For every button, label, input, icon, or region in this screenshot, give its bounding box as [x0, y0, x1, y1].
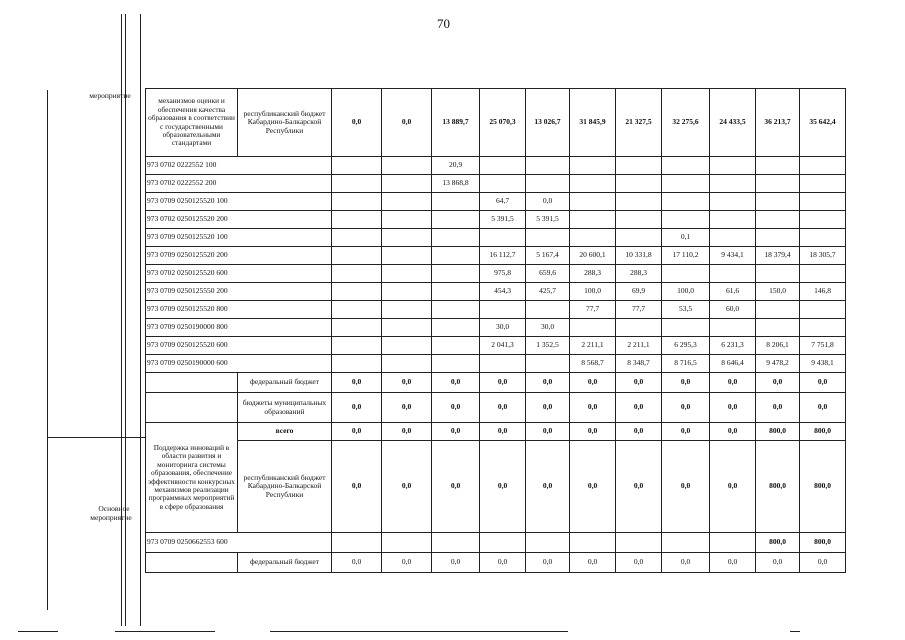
- value-cell: [800, 211, 846, 229]
- table-row: [146, 211, 846, 229]
- value-cell: [432, 283, 480, 301]
- value-cell: [332, 301, 382, 319]
- footer-line-4: [790, 631, 800, 632]
- table-row: [146, 319, 846, 337]
- value-cell: [662, 193, 710, 211]
- value-cell: [570, 175, 616, 193]
- table-row: [146, 553, 846, 573]
- value-cell: [570, 157, 616, 175]
- table-row: [146, 423, 846, 441]
- value-cell: 288,3: [570, 265, 616, 283]
- value-cell: 800,0: [800, 423, 846, 441]
- value-cell: 30,0: [480, 319, 526, 337]
- value-cell: 0,0: [616, 553, 662, 573]
- value-cell: [710, 533, 756, 553]
- value-cell: 0,0: [432, 393, 480, 423]
- value-cell: [616, 157, 662, 175]
- value-cell: 800,0: [800, 441, 846, 533]
- empty-cell: [146, 553, 238, 573]
- value-cell: 0,0: [800, 393, 846, 423]
- value-cell: 0,0: [756, 393, 800, 423]
- value-cell: 2 211,1: [570, 337, 616, 355]
- value-cell: [382, 211, 432, 229]
- value-cell: [570, 319, 616, 337]
- value-cell: 0,0: [570, 553, 616, 573]
- value-cell: 0,0: [332, 423, 382, 441]
- measure-name-cell: механизмов оценки и обеспечения качества образования в соответствии с государственными образовательными стандартами: [146, 89, 238, 157]
- value-cell: 31 845,9: [570, 89, 616, 157]
- value-cell: 0,0: [432, 553, 480, 573]
- budget-code-cell: 973 0709 0250125520 600: [146, 337, 332, 355]
- value-cell: [382, 157, 432, 175]
- value-cell: 0,0: [382, 393, 432, 423]
- value-cell: [570, 211, 616, 229]
- value-cell: 454,3: [480, 283, 526, 301]
- funding-source-cell: бюджеты муниципальных образований: [238, 393, 332, 423]
- measure-name-cell: Поддержка инноваций в области развития и мониторинга системы образования, обеспечение эффективности конкурсных механизмов реализации программных мероприятий в сфере образования: [146, 423, 238, 533]
- value-cell: 8 206,1: [756, 337, 800, 355]
- value-cell: 60,0: [710, 301, 756, 319]
- value-cell: [616, 319, 662, 337]
- value-cell: [756, 193, 800, 211]
- value-cell: 0,0: [480, 423, 526, 441]
- value-cell: 18 379,4: [756, 247, 800, 265]
- value-cell: 0,0: [382, 441, 432, 533]
- value-cell: 0,0: [616, 393, 662, 423]
- left-column-divider-a: [121, 14, 122, 626]
- value-cell: 425,7: [526, 283, 570, 301]
- value-cell: 0,0: [432, 423, 480, 441]
- value-cell: [710, 319, 756, 337]
- value-cell: 0,0: [526, 193, 570, 211]
- value-cell: 0,0: [480, 441, 526, 533]
- value-cell: [570, 533, 616, 553]
- value-cell: [800, 301, 846, 319]
- value-cell: 0,0: [662, 373, 710, 393]
- budget-code-cell: 973 0709 0250125550 200: [146, 283, 332, 301]
- value-cell: [480, 175, 526, 193]
- value-cell: [432, 265, 480, 283]
- value-cell: [710, 229, 756, 247]
- value-cell: [526, 355, 570, 373]
- value-cell: [332, 283, 382, 301]
- value-cell: 975,8: [480, 265, 526, 283]
- value-cell: 2 211,1: [616, 337, 662, 355]
- value-cell: [382, 337, 432, 355]
- value-cell: [382, 247, 432, 265]
- value-cell: [382, 319, 432, 337]
- value-cell: [480, 157, 526, 175]
- value-cell: [432, 211, 480, 229]
- value-cell: [432, 301, 480, 319]
- value-cell: [432, 247, 480, 265]
- value-cell: [662, 175, 710, 193]
- budget-code-cell: 973 0702 0222552 200: [146, 175, 332, 193]
- empty-cell: [146, 373, 238, 393]
- value-cell: [710, 265, 756, 283]
- table-row: [146, 337, 846, 355]
- value-cell: [332, 211, 382, 229]
- value-cell: 0,0: [710, 393, 756, 423]
- section-divider-line: [47, 437, 145, 438]
- value-cell: [662, 533, 710, 553]
- footer-line-1: [18, 631, 58, 632]
- value-cell: [332, 533, 382, 553]
- value-cell: [662, 157, 710, 175]
- funding-source-cell: республиканский бюджет Кабардино-Балкарской Республики: [238, 89, 332, 157]
- value-cell: [710, 211, 756, 229]
- value-cell: [800, 157, 846, 175]
- budget-code-cell: 973 0709 0250125520 800: [146, 301, 332, 319]
- value-cell: [570, 193, 616, 211]
- value-cell: 0,0: [756, 553, 800, 573]
- value-cell: 0,0: [332, 89, 382, 157]
- table-row: [146, 229, 846, 247]
- value-cell: [662, 265, 710, 283]
- value-cell: 0,0: [480, 553, 526, 573]
- value-cell: [480, 533, 526, 553]
- value-cell: [526, 229, 570, 247]
- budget-code-cell: 973 0709 0250125520 200: [146, 247, 332, 265]
- value-cell: 8 568,7: [570, 355, 616, 373]
- value-cell: [432, 229, 480, 247]
- value-cell: 7 751,8: [800, 337, 846, 355]
- value-cell: 9 478,2: [756, 355, 800, 373]
- value-cell: 0,0: [710, 441, 756, 533]
- funding-source-cell: республиканский бюджет Кабардино-Балкарской Республики: [238, 441, 332, 533]
- budget-code-cell: 973 0702 0250125520 200: [146, 211, 332, 229]
- value-cell: [756, 157, 800, 175]
- table-row: [146, 441, 846, 533]
- value-cell: [332, 355, 382, 373]
- value-cell: [756, 229, 800, 247]
- value-cell: 0,0: [382, 553, 432, 573]
- budget-code-cell: 973 0709 0250125520 100: [146, 193, 332, 211]
- value-cell: 288,3: [616, 265, 662, 283]
- value-cell: [616, 533, 662, 553]
- value-cell: 5 391,5: [480, 211, 526, 229]
- budget-code-cell: 973 0702 0222552 100: [146, 157, 332, 175]
- budget-code-cell: 973 0702 0250125520 600: [146, 265, 332, 283]
- budget-code-cell: 973 0709 0250190000 600: [146, 355, 332, 373]
- value-cell: [526, 175, 570, 193]
- value-cell: [526, 157, 570, 175]
- value-cell: 0,0: [616, 441, 662, 533]
- value-cell: 0,0: [662, 423, 710, 441]
- value-cell: 0,0: [662, 393, 710, 423]
- value-cell: 9 434,1: [710, 247, 756, 265]
- table-row: [146, 89, 846, 157]
- value-cell: 32 275,6: [662, 89, 710, 157]
- value-cell: [480, 301, 526, 319]
- value-cell: 0,0: [570, 393, 616, 423]
- value-cell: 36 213,7: [756, 89, 800, 157]
- value-cell: 20 600,1: [570, 247, 616, 265]
- value-cell: 0,0: [570, 423, 616, 441]
- table-row: [146, 175, 846, 193]
- funding-source-cell: федеральный бюджет: [238, 373, 332, 393]
- value-cell: 0,0: [710, 373, 756, 393]
- table-row: [146, 373, 846, 393]
- value-cell: [800, 265, 846, 283]
- value-cell: [332, 193, 382, 211]
- value-cell: [432, 337, 480, 355]
- value-cell: [710, 175, 756, 193]
- value-cell: 0,0: [756, 373, 800, 393]
- value-cell: [756, 319, 800, 337]
- value-cell: [332, 175, 382, 193]
- left-label-top: мероприятие: [89, 91, 131, 100]
- value-cell: 659,6: [526, 265, 570, 283]
- value-cell: 0,0: [662, 553, 710, 573]
- value-cell: [432, 319, 480, 337]
- value-cell: 0,0: [616, 423, 662, 441]
- value-cell: 53,5: [662, 301, 710, 319]
- value-cell: 150,0: [756, 283, 800, 301]
- value-cell: 2 041,3: [480, 337, 526, 355]
- value-cell: 0,0: [382, 423, 432, 441]
- value-cell: 0,0: [800, 553, 846, 573]
- left-column-divider-c: [140, 14, 141, 626]
- value-cell: [332, 265, 382, 283]
- value-cell: 13 026,7: [526, 89, 570, 157]
- total-label-cell: всего: [238, 423, 332, 441]
- value-cell: 20,9: [432, 157, 480, 175]
- table-row: [146, 393, 846, 423]
- value-cell: 0,0: [432, 441, 480, 533]
- value-cell: [382, 283, 432, 301]
- budget-code-cell: 973 0709 0250662553 600: [146, 533, 332, 553]
- value-cell: [800, 193, 846, 211]
- left-border-line: [47, 90, 48, 610]
- value-cell: 69,9: [616, 283, 662, 301]
- value-cell: [800, 175, 846, 193]
- value-cell: [382, 355, 432, 373]
- value-cell: 0,0: [662, 441, 710, 533]
- value-cell: 800,0: [756, 533, 800, 553]
- value-cell: 18 305,7: [800, 247, 846, 265]
- value-cell: 0,0: [526, 393, 570, 423]
- value-cell: 100,0: [662, 283, 710, 301]
- value-cell: [332, 337, 382, 355]
- table-row: [146, 157, 846, 175]
- value-cell: 0,0: [332, 393, 382, 423]
- value-cell: 0,0: [570, 441, 616, 533]
- value-cell: 77,7: [616, 301, 662, 319]
- value-cell: [756, 175, 800, 193]
- value-cell: 8 348,7: [616, 355, 662, 373]
- value-cell: 8 716,5: [662, 355, 710, 373]
- value-cell: [382, 193, 432, 211]
- value-cell: 0,0: [526, 423, 570, 441]
- value-cell: [800, 319, 846, 337]
- value-cell: 1 352,5: [526, 337, 570, 355]
- table-row: [146, 265, 846, 283]
- footer-line-2: [115, 631, 215, 632]
- table-row: [146, 533, 846, 553]
- value-cell: 25 070,3: [480, 89, 526, 157]
- value-cell: 0,0: [570, 373, 616, 393]
- value-cell: 0,0: [382, 89, 432, 157]
- value-cell: 16 112,7: [480, 247, 526, 265]
- value-cell: 13 868,8: [432, 175, 480, 193]
- table-row: [146, 247, 846, 265]
- value-cell: 13 889,7: [432, 89, 480, 157]
- value-cell: 0,0: [800, 373, 846, 393]
- value-cell: [332, 247, 382, 265]
- value-cell: 9 438,1: [800, 355, 846, 373]
- value-cell: [570, 229, 616, 247]
- empty-cell: [146, 393, 238, 423]
- value-cell: 0,0: [710, 553, 756, 573]
- footer-line-3: [270, 631, 568, 632]
- table-row: [146, 301, 846, 319]
- value-cell: 5 391,5: [526, 211, 570, 229]
- value-cell: 64,7: [480, 193, 526, 211]
- value-cell: [756, 301, 800, 319]
- value-cell: [800, 229, 846, 247]
- value-cell: [526, 533, 570, 553]
- value-cell: 0,1: [662, 229, 710, 247]
- budget-code-cell: 973 0709 0250190000 800: [146, 319, 332, 337]
- value-cell: 0,0: [710, 423, 756, 441]
- value-cell: [332, 319, 382, 337]
- value-cell: 0,0: [432, 373, 480, 393]
- page-number: 70: [437, 16, 450, 31]
- budget-code-cell: 973 0709 0250125520 100: [146, 229, 332, 247]
- value-cell: [432, 193, 480, 211]
- value-cell: [710, 193, 756, 211]
- value-cell: 800,0: [800, 533, 846, 553]
- value-cell: 0,0: [616, 373, 662, 393]
- value-cell: [382, 533, 432, 553]
- value-cell: 146,8: [800, 283, 846, 301]
- value-cell: 30,0: [526, 319, 570, 337]
- value-cell: [382, 265, 432, 283]
- value-cell: [382, 175, 432, 193]
- value-cell: 35 642,4: [800, 89, 846, 157]
- value-cell: 800,0: [756, 423, 800, 441]
- value-cell: 0,0: [332, 373, 382, 393]
- value-cell: 6 231,3: [710, 337, 756, 355]
- table-row: [146, 355, 846, 373]
- value-cell: 10 331,8: [616, 247, 662, 265]
- left-label-bottom-1: Основное: [98, 504, 130, 513]
- value-cell: 0,0: [480, 393, 526, 423]
- value-cell: 6 295,3: [662, 337, 710, 355]
- value-cell: 0,0: [332, 441, 382, 533]
- value-cell: [756, 265, 800, 283]
- value-cell: [432, 355, 480, 373]
- table-row: [146, 283, 846, 301]
- value-cell: 0,0: [526, 553, 570, 573]
- value-cell: 61,6: [710, 283, 756, 301]
- value-cell: [616, 193, 662, 211]
- left-column-divider-b: [125, 14, 126, 626]
- left-label-bottom-2: мероприятие: [90, 513, 132, 522]
- value-cell: [756, 211, 800, 229]
- value-cell: [526, 301, 570, 319]
- value-cell: 0,0: [382, 373, 432, 393]
- value-cell: [332, 229, 382, 247]
- value-cell: [710, 157, 756, 175]
- value-cell: 0,0: [526, 441, 570, 533]
- value-cell: [382, 229, 432, 247]
- value-cell: 21 327,5: [616, 89, 662, 157]
- value-cell: 0,0: [526, 373, 570, 393]
- value-cell: 5 167,4: [526, 247, 570, 265]
- budget-table: [145, 88, 846, 573]
- value-cell: 0,0: [480, 373, 526, 393]
- value-cell: 0,0: [332, 553, 382, 573]
- value-cell: 24 433,5: [710, 89, 756, 157]
- table-row: [146, 193, 846, 211]
- value-cell: 100,0: [570, 283, 616, 301]
- value-cell: [480, 355, 526, 373]
- value-cell: 8 646,4: [710, 355, 756, 373]
- value-cell: [432, 533, 480, 553]
- value-cell: [662, 211, 710, 229]
- value-cell: 800,0: [756, 441, 800, 533]
- value-cell: [616, 211, 662, 229]
- value-cell: 17 110,2: [662, 247, 710, 265]
- value-cell: [382, 301, 432, 319]
- value-cell: [480, 229, 526, 247]
- value-cell: [332, 157, 382, 175]
- funding-source-cell: федеральный бюджет: [238, 553, 332, 573]
- value-cell: 77,7: [570, 301, 616, 319]
- value-cell: [616, 175, 662, 193]
- value-cell: [662, 319, 710, 337]
- value-cell: [616, 229, 662, 247]
